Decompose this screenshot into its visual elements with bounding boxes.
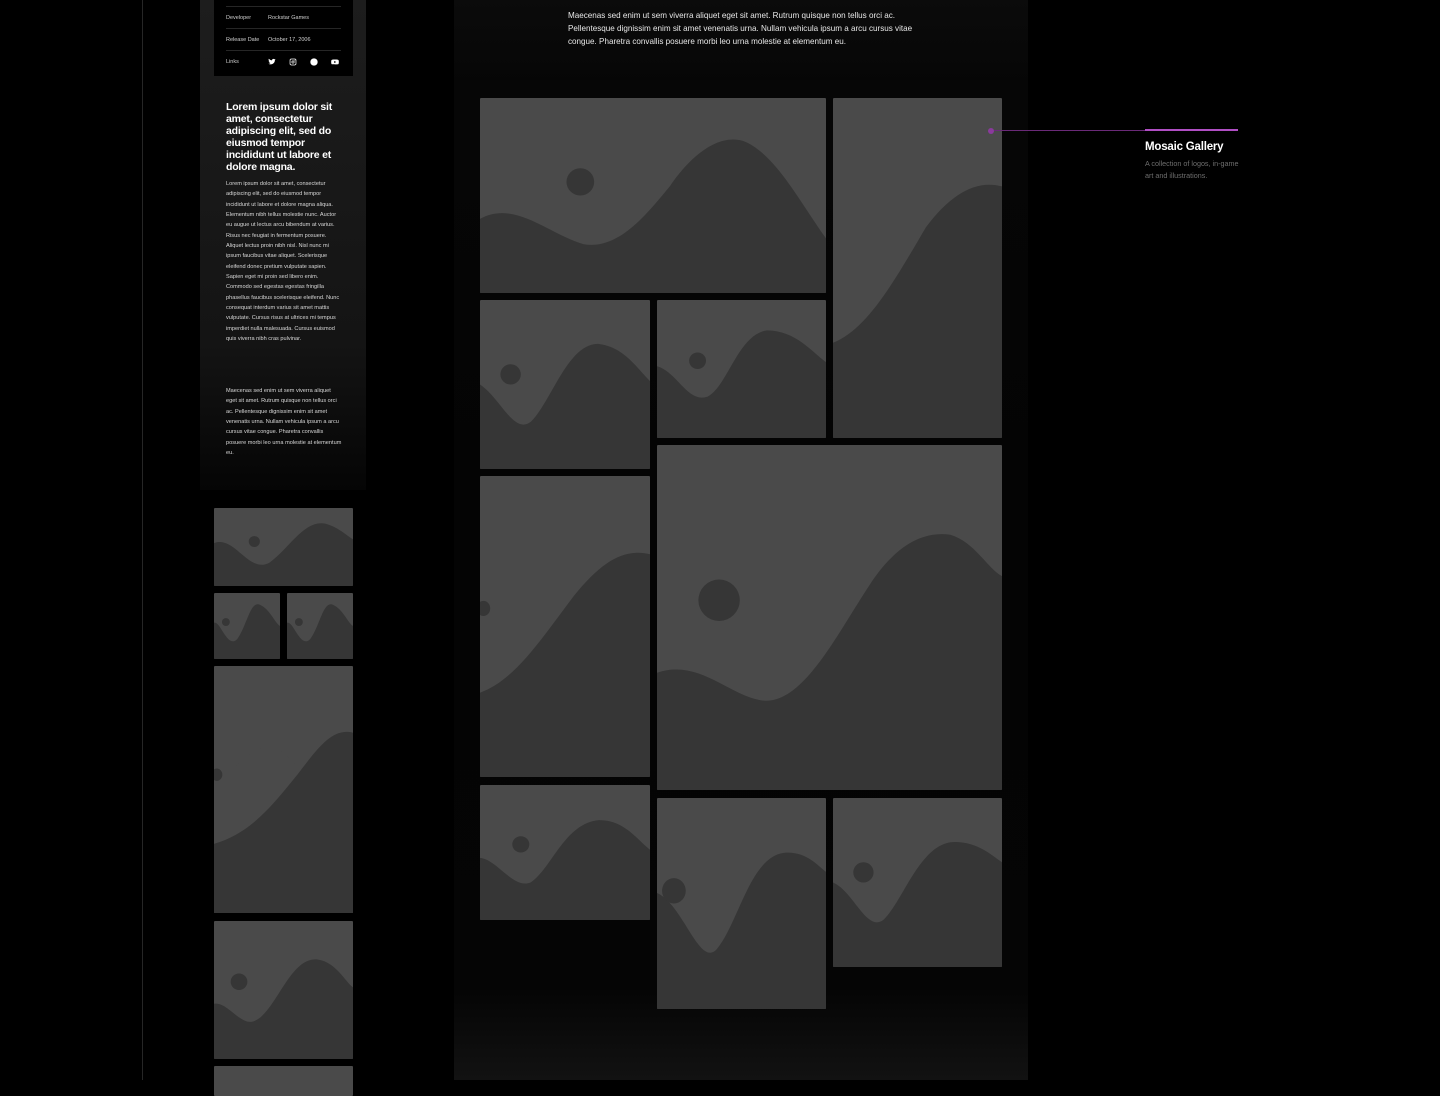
layout-guide-line <box>142 0 143 1080</box>
info-row-developer <box>226 6 341 29</box>
annotation-description: A collection of logos, in-game art and illustrations. <box>1145 159 1239 180</box>
sidebar-heading: Lorem ipsum dolor sit amet, consectetur adipiscing elit, sed do eiusmod tempor incididunt ut labore et dolore magna. <box>226 101 333 173</box>
sidebar-image-placeholder[interactable] <box>214 508 353 586</box>
info-value: October 17, 2006 <box>268 36 311 43</box>
game-info-card <box>214 0 353 76</box>
info-label: Links <box>226 58 239 65</box>
gallery-image-placeholder[interactable] <box>480 476 650 777</box>
annotation-title: Mosaic Gallery <box>1145 141 1224 153</box>
gallery-image-placeholder[interactable] <box>833 98 1002 438</box>
gallery-image-placeholder[interactable] <box>480 785 650 920</box>
info-row-links <box>226 51 341 72</box>
gallery-intro-text: Maecenas sed enim ut sem viverra aliquet eget sit amet. Rutrum quisque non tellus orci ac. Pellentesque dignissim enim sit amet venenatis urna. Nullam vehicula ipsum a arcu cursus vitae congue. Pharetra convallis posuere morbi leo urna molestie at elementum eu. <box>568 11 913 46</box>
gallery-image-placeholder[interactable] <box>480 98 826 293</box>
gallery-image-placeholder[interactable] <box>657 445 1002 790</box>
gallery-image-placeholder[interactable] <box>657 300 826 438</box>
sidebar-image-placeholder[interactable] <box>214 666 353 913</box>
gallery-image-placeholder[interactable] <box>480 300 650 469</box>
annotation-accent-bar <box>1145 129 1238 131</box>
info-row-release-date <box>226 29 341 51</box>
sidebar-image-placeholder[interactable] <box>287 593 353 659</box>
facebook-icon[interactable] <box>308 57 320 67</box>
youtube-icon[interactable] <box>329 57 341 67</box>
annotation-anchor-dot <box>988 128 994 134</box>
twitter-icon[interactable] <box>266 57 278 67</box>
gallery-image-placeholder[interactable] <box>657 798 826 1009</box>
sidebar-image-placeholder[interactable] <box>214 593 280 659</box>
info-value: Rockstar Games <box>268 14 309 21</box>
gallery-image-placeholder[interactable] <box>833 798 1002 967</box>
sidebar-paragraph-1: Lorem ipsum dolor sit amet, consectetur adipiscing elit, sed do eiusmod tempor incididunt ut labore et dolore magna aliqua. Elementum nibh tellus molestie nunc. Auctor eu augue ut lectus arcu bibendum at varius. Risus nec feugiat in fermentum posuere. Aliquet lectus proin nibh nisl. Nisl nunc mi ipsum faucibus vitae aliquet. Scelerisque eleifend donec pretium vulputate sapien. Sapien eget mi proin sed libero enim. Commodo sed egestas egestas fringilla phasellus faucibus scelerisque eleifend. Nunc consequat interdum varius sit amet mattis vulputate. Cursus risus at ultrices mi tempus imperdiet nulla malesuada. Cursus euismod quis viverra nibh cras pulvinar. <box>226 181 340 343</box>
sidebar-paragraph-2: Maecenas sed enim ut sem viverra aliquet eget sit amet. Rutrum quisque non tellus orci ac. Pellentesque dignissim enim sit amet venenatis urna. Nullam vehicula ipsum a arcu cursus vitae congue. Pharetra convallis posuere morbi leo urna molestie at elementum eu. <box>226 388 342 457</box>
social-links <box>266 57 341 67</box>
info-label: Release Date <box>226 36 260 43</box>
sidebar-image-placeholder[interactable] <box>214 921 353 1059</box>
sidebar-image-placeholder[interactable] <box>214 1066 353 1096</box>
instagram-icon[interactable] <box>287 57 299 67</box>
info-label: Developer <box>226 14 252 21</box>
